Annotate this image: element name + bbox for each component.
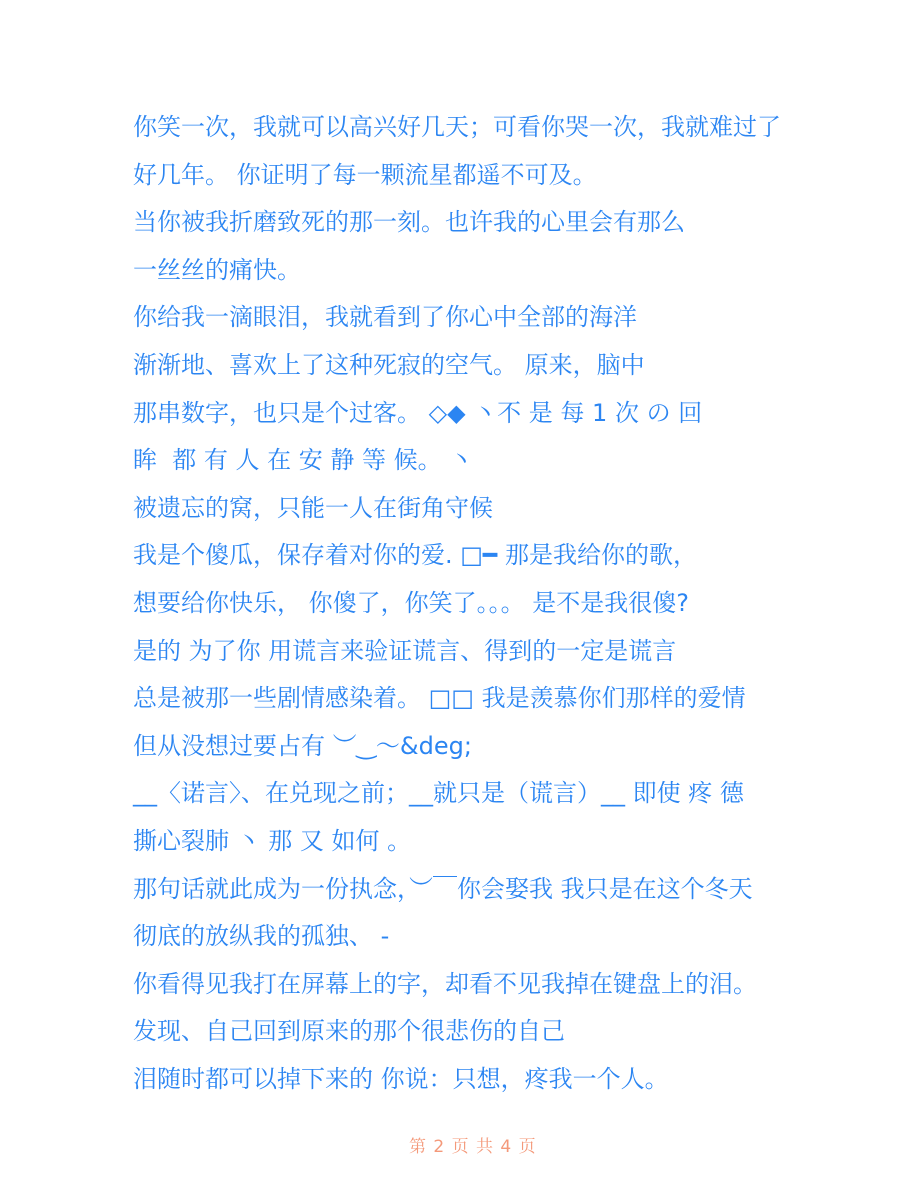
text-line: 那串数字，也只是个过客。 ◇◆ 丶不 是 每 1 次 の 回 — [133, 398, 703, 427]
text-line: 眸 都 有 人 在 安 静 等 候。 丶 — [133, 446, 474, 475]
text-line: 撕心裂肺 丶 那 又 如何 。 — [133, 826, 412, 855]
page-footer — [0, 1112, 920, 1177]
text-line: 你给我一滴眼泪，我就看到了你心中全部的海洋 — [133, 303, 637, 332]
text-line: 我是个傻瓜，保存着对你的爱. □━ 那是我给你的歌， — [133, 541, 698, 570]
text-line: 发现、自己回到原来的那个很悲伤的自己 — [133, 1017, 565, 1046]
text-line: 想要给你快乐， 你傻了，你笑了。。。 是不是我很傻? — [133, 588, 689, 617]
text-line: 总是被那一些剧情感染着。 □□ 我是羡慕你们那样的爱情 — [133, 684, 746, 713]
text-line: 泪随时都可以掉下来的 你说：只想，疼我一个人。 — [133, 1064, 669, 1093]
text-line: 是的 为了你 用谎言来验证谎言、得到的一定是谎言 — [133, 636, 677, 665]
text-line: 一丝丝的痛快。 — [133, 255, 301, 284]
text-line: __〈诺言〉、在兑现之前；__就只是（谎言）__ 即使 疼 德 — [133, 779, 744, 808]
page-indicator: 第 2 页 共 4 页 — [408, 1137, 537, 1157]
text-line: 被遗忘的窝，只能一人在街角守候 — [133, 493, 493, 522]
text-line: 渐渐地、喜欢上了这种死寂的空气。 原来，脑中 — [133, 350, 645, 379]
text-line: 但从没想过要占有 ︶‿〜&deg; — [133, 731, 472, 760]
text-line: 好几年。 你证明了每一颗流星都遥不可及。 — [133, 160, 597, 189]
text-line: 彻底的放纵我的孤独、 - — [133, 922, 390, 951]
text-line: 那句话就此成为一份执念，︶￣你会娶我 我只是在这个冬天 — [133, 874, 753, 903]
text-line: 你笑一次，我就可以高兴好几天；可看你哭一次，我就难过了 — [133, 113, 781, 141]
document-body — [133, 104, 813, 1103]
text-line: 当你被我折磨致死的那一刻。也许我的心里会有那么 — [133, 208, 685, 237]
text-line: 你看得见我打在屏幕上的字，却看不见我掉在键盘上的泪。 — [133, 969, 757, 998]
